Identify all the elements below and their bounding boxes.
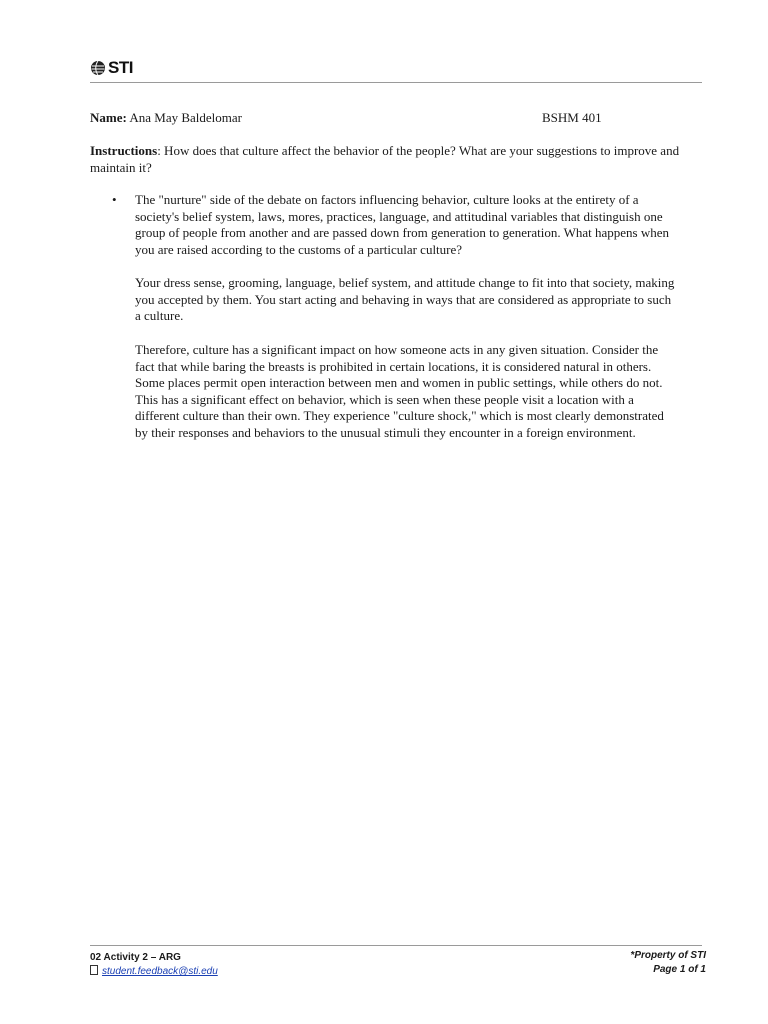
bullet-icon: • xyxy=(112,192,117,207)
header-divider xyxy=(90,82,702,83)
instructions xyxy=(90,143,680,176)
instructions-label: Instructions xyxy=(90,143,158,158)
student-name: Ana May Baldelomar xyxy=(129,110,243,125)
email-icon xyxy=(90,965,98,975)
logo-text: STI xyxy=(108,58,133,77)
course-code: BSHM 401 xyxy=(542,110,602,125)
answer-paragraph-2: Your dress sense, grooming, language, belief system, and attitude change to fit into that society, making you accepted by them. You start acting and behaving in ways that are considered as appropriate to such a culture. xyxy=(135,275,675,323)
answer-paragraph-3: Therefore, culture has a significant impact on how someone acts in any given situation. Consider the fact that while baring the breasts is prohibited in certain locations, it is considered natural in others. Some places permit open interaction between men and women in public settings, while others do not. This has a significant effect on behavior, which is seen when these people visit a location with a different culture than their own. They experience "culture shock," which is most clearly demonstrated by their responses and behaviors to the unusual stimuli they encounter in a foreign environment. xyxy=(135,342,664,440)
footer-right xyxy=(630,949,706,977)
page-number: Page 1 of 1 xyxy=(653,964,706,975)
answer-paragraph-1: The "nurture" side of the debate on factors influencing behavior, culture looks at the entirety of a society's belief system, laws, mores, practices, language, and attitudinal variables that distinguish one group of people from another and are passed down from generation to generation. What happens when you are raised according to the customs of a particular culture? xyxy=(135,192,670,257)
student-name-line xyxy=(90,110,242,127)
footer-divider xyxy=(90,945,702,946)
feedback-email-link[interactable]: student.feedback@sti.edu xyxy=(102,966,218,977)
instructions-text: : How does that culture affect the behavior of the people? What are your suggestions to improve and maintain it? xyxy=(90,143,680,175)
sti-logo xyxy=(90,58,133,78)
footer-left xyxy=(90,951,218,979)
globe-icon xyxy=(90,60,106,76)
name-label: Name: xyxy=(90,110,127,125)
property-note: *Property of STI xyxy=(630,950,706,961)
activity-code: 02 Activity 2 – ARG xyxy=(90,952,181,963)
